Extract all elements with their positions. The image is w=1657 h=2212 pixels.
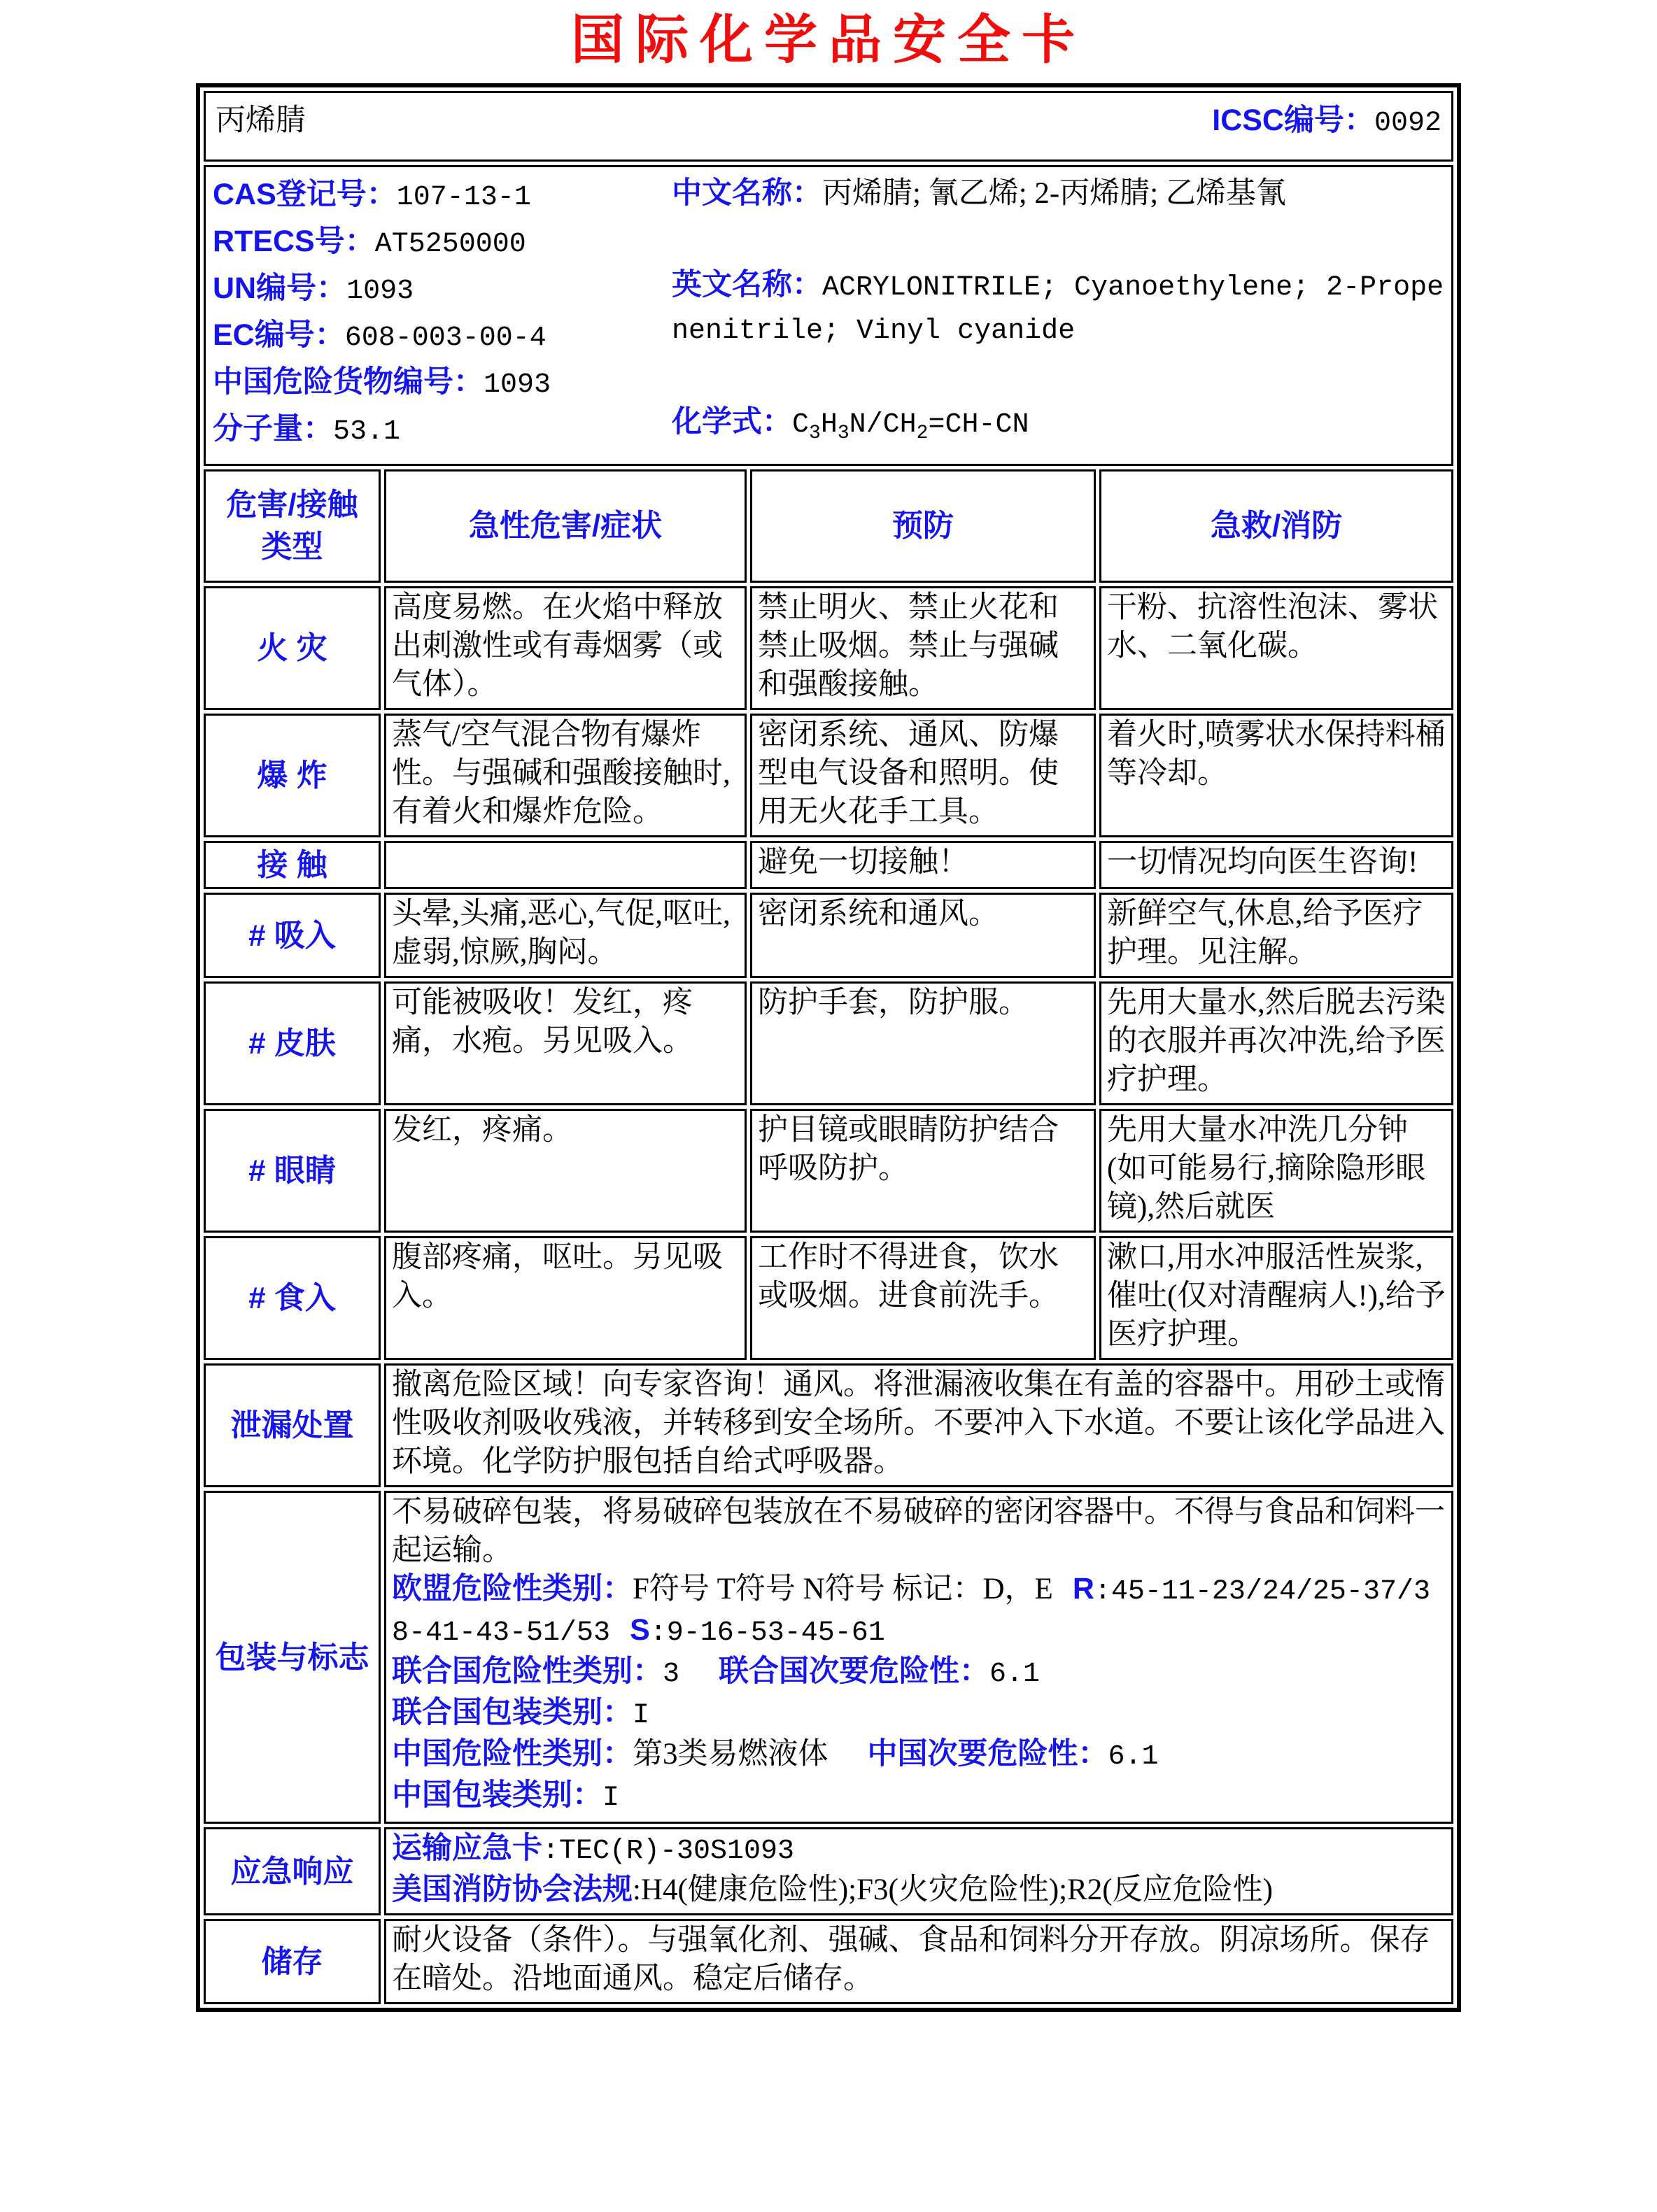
card-header-cell bbox=[204, 91, 1453, 162]
eu-class-value: F符号 T符号 N符号 标记：D，E bbox=[633, 1573, 1053, 1605]
exposure-prevention-cell: 避免一切接触！ bbox=[750, 841, 1096, 889]
explosion-prevention-cell: 密闭系统、通风、防爆型电气设备和照明。使用无火花手工具。 bbox=[750, 714, 1096, 837]
hazard-row-ingestion bbox=[204, 1236, 1453, 1360]
storage-label-cell: 储存 bbox=[204, 1919, 381, 2004]
formula-label: 化学式： bbox=[672, 405, 792, 439]
rtecs-number-label: RTECS号： bbox=[213, 225, 375, 258]
firstaid-header-cell: 急救/消防 bbox=[1099, 469, 1453, 583]
hazard-row-explosion bbox=[204, 714, 1453, 837]
emergency-label-cell: 应急响应 bbox=[204, 1827, 381, 1915]
formula-line bbox=[672, 402, 1444, 454]
eyes-label-cell: # 眼睛 bbox=[204, 1109, 381, 1233]
fire-symptoms-cell: 高度易燃。在火焰中释放出刺激性或有毒烟雾（或气体）。 bbox=[384, 586, 747, 710]
page-title: 国际化学品安全卡 bbox=[571, 10, 1086, 70]
eyes-firstaid-cell: 先用大量水冲洗几分钟(如可能易行,摘除隐形眼镜),然后就医 bbox=[1099, 1109, 1453, 1233]
eyes-prevention-cell: 护目镜或眼睛防护结合呼吸防护。 bbox=[750, 1109, 1096, 1233]
cn-class-label: 中国危险性类别： bbox=[392, 1737, 633, 1771]
chinese-name-value: 丙烯腈; 氰乙烯; 2-丙烯腈; 乙烯基氰 bbox=[822, 177, 1286, 210]
inhalation-label-cell: # 吸入 bbox=[204, 893, 381, 978]
china-dg-number-label: 中国危险货物编号： bbox=[213, 365, 484, 399]
nfpa-label: 美国消防协会法规 bbox=[392, 1873, 633, 1906]
china-dg-number-value: 1093 bbox=[484, 369, 551, 401]
hazard-header-row bbox=[204, 469, 1453, 583]
cn-packing-line bbox=[392, 1776, 1446, 1817]
un-class-label: 联合国危险性类别： bbox=[392, 1654, 663, 1688]
english-name-line bbox=[672, 264, 1444, 352]
explosion-symptoms-cell: 蒸气/空气混合物有爆炸性。与强碱和强酸接触时,有着火和爆炸危险。 bbox=[384, 714, 747, 837]
inhalation-prevention-cell: 密闭系统和通风。 bbox=[750, 893, 1096, 978]
r-phrases-value: :45-11-23/24/25-37/38-41-43-51/53 bbox=[392, 1576, 1430, 1649]
chemical-formula: $C_3H_3N/CH_2=CH-CN$ bbox=[792, 409, 1029, 444]
skin-label-cell: # 皮肤 bbox=[204, 981, 381, 1105]
ec-number-line bbox=[213, 313, 672, 360]
cn-packing-value: I bbox=[602, 1782, 620, 1814]
emergency-content-cell bbox=[384, 1827, 1453, 1915]
exposure-label-cell: 接 触 bbox=[204, 841, 381, 889]
icsc-number-label: ICSC编号： bbox=[1212, 104, 1374, 137]
fire-label-cell: 火 灾 bbox=[204, 586, 381, 710]
hazard-row-inhalation bbox=[204, 893, 1453, 978]
un-subrisk-value: 6.1 bbox=[989, 1659, 1041, 1690]
explosion-firstaid-cell: 着火时,喷雾状水保持料桶等冷却。 bbox=[1099, 714, 1453, 837]
ingestion-label-cell: # 食入 bbox=[204, 1236, 381, 1360]
s-phrases-label: S bbox=[630, 1613, 650, 1647]
molecular-weight-value: 53.1 bbox=[333, 416, 401, 448]
identifier-list bbox=[213, 173, 672, 454]
ec-number-label: EC编号： bbox=[213, 318, 345, 352]
ec-number-value: 608-003-00-4 bbox=[344, 322, 547, 354]
cas-number-label: CAS登记号： bbox=[213, 178, 397, 211]
fire-firstaid-cell: 干粉、抗溶性泡沫、雾状水、二氧化碳。 bbox=[1099, 586, 1453, 710]
nfpa-value: :H4(健康危险性);F3(火灾危险性);R2(反应危险性) bbox=[633, 1873, 1273, 1906]
inhalation-symptoms-cell: 头晕,头痛,恶心,气促,呕吐,虚弱,惊厥,胸闷。 bbox=[384, 893, 747, 978]
skin-symptoms-cell: 可能被吸收！发红，疼痛，水疱。另见吸入。 bbox=[384, 981, 747, 1105]
storage-row bbox=[204, 1919, 1453, 2004]
cn-subrisk-value: 6.1 bbox=[1108, 1741, 1159, 1773]
hazard-row-exposure bbox=[204, 841, 1453, 889]
spill-label-cell: 泄漏处置 bbox=[204, 1363, 381, 1487]
tec-label: 运输应急卡 bbox=[392, 1831, 542, 1865]
packaging-content-cell bbox=[384, 1491, 1453, 1824]
cn-class-value: 第3类易燃液体 bbox=[633, 1738, 828, 1771]
cn-classification-line bbox=[392, 1735, 1446, 1776]
ingestion-firstaid-cell: 漱口,用水冲服活性炭浆,催吐(仅对清醒病人!),给予医疗护理。 bbox=[1099, 1236, 1453, 1360]
english-name-value: ACRYLONITRILE; Cyanoethylene; 2-Propenenitrile; Vinyl cyanide bbox=[672, 271, 1444, 347]
fire-prevention-cell: 禁止明火、禁止火花和禁止吸烟。禁止与强碱和强酸接触。 bbox=[750, 586, 1096, 710]
cn-subrisk-label: 中国次要危险性： bbox=[867, 1737, 1108, 1771]
card-header-row bbox=[204, 91, 1453, 162]
packaging-intro: 不易破碎包装，将易破碎包装放在不易破碎的密闭容器中。不得与食品和饲料一起运输。 bbox=[392, 1496, 1445, 1567]
un-number-line bbox=[213, 267, 672, 313]
tec-value: :TEC(R)-30S1093 bbox=[542, 1836, 795, 1867]
storage-content-cell: 耐火设备（条件）。与强氧化剂、强碱、食品和饲料分开存放。阴凉场所。保存在暗处。沿地面通风。稳定后储存。 bbox=[384, 1919, 1453, 2004]
nfpa-line bbox=[392, 1871, 1446, 1909]
hazard-row-eyes bbox=[204, 1109, 1453, 1233]
eu-classification-line bbox=[392, 1570, 1446, 1652]
hazard-row-skin bbox=[204, 981, 1453, 1105]
molecular-weight-line bbox=[213, 407, 672, 454]
un-packing-line bbox=[392, 1694, 1446, 1735]
china-dg-number-line bbox=[213, 360, 672, 407]
eyes-symptoms-cell: 发红，疼痛。 bbox=[384, 1109, 747, 1233]
name-list bbox=[672, 173, 1444, 454]
identifiers-row bbox=[204, 165, 1453, 466]
english-name-label: 英文名称： bbox=[672, 267, 822, 302]
safety-card-table bbox=[196, 83, 1461, 2012]
un-number-label: UN编号： bbox=[213, 271, 347, 305]
eu-class-label: 欧盟危险性类别： bbox=[392, 1572, 633, 1605]
exposure-symptoms-cell bbox=[384, 841, 747, 889]
symptoms-header-cell: 急性危害/症状 bbox=[384, 469, 747, 583]
un-packing-value: I bbox=[633, 1700, 650, 1731]
un-number-value: 1093 bbox=[346, 276, 414, 307]
explosion-label-cell: 爆 炸 bbox=[204, 714, 381, 837]
cas-number-line bbox=[213, 173, 672, 220]
un-subrisk-label: 联合国次要危险性： bbox=[719, 1654, 990, 1688]
icsc-number bbox=[1212, 101, 1441, 143]
cn-packing-label: 中国包装类别： bbox=[392, 1778, 602, 1812]
inhalation-firstaid-cell: 新鲜空气,休息,给予医疗护理。见注解。 bbox=[1099, 893, 1453, 978]
r-phrases-label: R bbox=[1072, 1572, 1094, 1605]
chinese-name-line bbox=[672, 173, 1444, 214]
emergency-row bbox=[204, 1827, 1453, 1915]
ingestion-symptoms-cell: 腹部疼痛，呕吐。另见吸入。 bbox=[384, 1236, 747, 1360]
hazard-type-header-cell: 危害/接触 类型 bbox=[204, 469, 381, 583]
chinese-name-label: 中文名称： bbox=[672, 176, 822, 210]
exposure-firstaid-cell: 一切情况均向医生咨询! bbox=[1099, 841, 1453, 889]
hazard-row-fire bbox=[204, 586, 1453, 710]
s-phrases-value: :9-16-53-45-61 bbox=[649, 1617, 885, 1649]
molecular-weight-label: 分子量： bbox=[213, 412, 333, 446]
packaging-row bbox=[204, 1491, 1453, 1824]
spill-row bbox=[204, 1363, 1453, 1487]
spill-content-cell: 撤离危险区域！向专家咨询！通风。将泄漏液收集在有盖的容器中。用砂土或惰性吸收剂吸收残液，并转移到安全场所。不要冲入下水道。不要让该化学品进入环境。化学防护服包括自给式呼吸器。 bbox=[384, 1363, 1453, 1487]
un-packing-label: 联合国包装类别： bbox=[392, 1696, 633, 1729]
product-name: 丙烯腈 bbox=[216, 104, 306, 137]
skin-firstaid-cell: 先用大量水,然后脱去污染的衣服并再次冲洗,给予医疗护理。 bbox=[1099, 981, 1453, 1105]
cas-number-value: 107-13-1 bbox=[396, 182, 531, 213]
rtecs-number-value: AT5250000 bbox=[374, 229, 526, 260]
rtecs-number-line bbox=[213, 220, 672, 267]
prevention-header-cell: 预防 bbox=[750, 469, 1096, 583]
un-classification-line bbox=[392, 1652, 1446, 1694]
skin-prevention-cell: 防护手套，防护服。 bbox=[750, 981, 1096, 1105]
packaging-label-cell: 包装与标志 bbox=[204, 1491, 381, 1824]
identifiers-cell bbox=[204, 165, 1453, 466]
transport-emergency-card-line bbox=[392, 1829, 1446, 1871]
un-class-value: 3 bbox=[663, 1659, 680, 1690]
ingestion-prevention-cell: 工作时不得进食，饮水或吸烟。进食前洗手。 bbox=[750, 1236, 1096, 1360]
icsc-number-value: 0092 bbox=[1374, 108, 1441, 139]
